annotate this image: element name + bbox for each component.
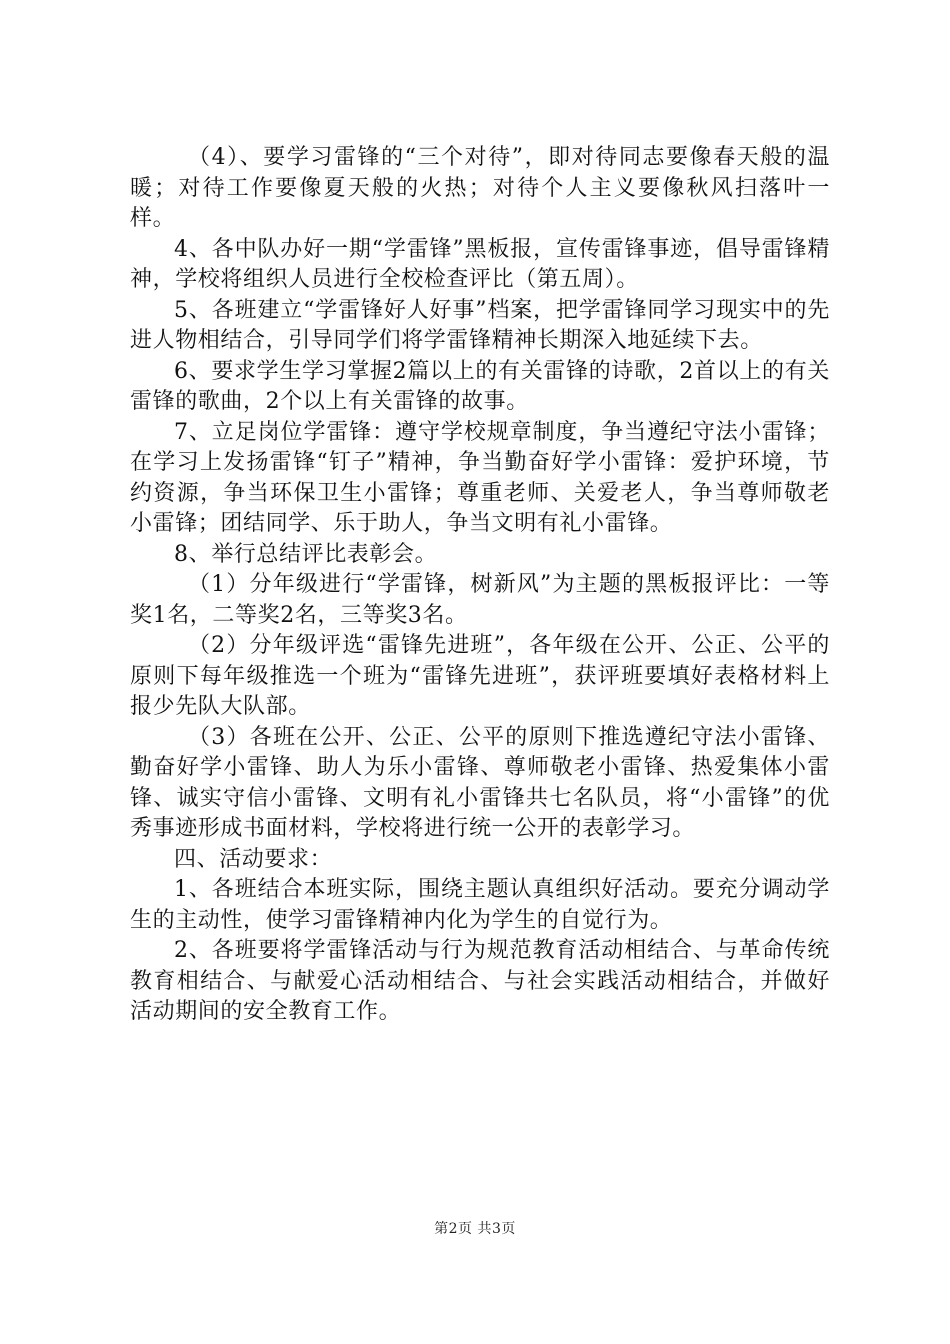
paragraph-subitem-2: （2）分年级评选“雷锋先进班”，各年级在公开、公正、公平的原则下每年级推选一个班为“雷锋先进班”，获评班要填好表格材料上报少先队大队部。 <box>130 633 830 719</box>
paragraph-requirement-2: 2、各班要将学雷锋活动与行为规范教育活动相结合、与革命传统教育相结合、与献爱心活动相结合、与社会实践活动相结合，并做好活动期间的安全教育工作。 <box>130 938 830 1024</box>
paragraph-subitem-3: （3）各班在公开、公正、公平的原则下推选遵纪守法小雷锋、勤奋好学小雷锋、助人为乐小雷锋、尊师敬老小雷锋、热爱集体小雷锋、诚实守信小雷锋、文明有礼小雷锋共七名队员，将“小雷锋”的优秀事迹形成书面材料，学校将进行统一公开的表彰学习。 <box>130 724 830 841</box>
page-number-footer: 第2页 共3页 <box>434 1221 516 1237</box>
paragraph-item-4: 4、各中队办好一期“学雷锋”黑板报，宣传雷锋事迹，倡导雷锋精神，学校将组织人员进行全校检查评比（第五周）。 <box>130 236 830 292</box>
document-body <box>130 143 830 1028</box>
paragraph-item-8: 8、举行总结评比表彰会。 <box>174 541 438 567</box>
paragraph-item-7: 7、立足岗位学雷锋：遵守学校规章制度，争当遵纪守法小雷锋；在学习上发扬雷锋“钉子”精神，争当勤奋好学小雷锋：爱护环境，节约资源，争当环保卫生小雷锋；尊重老师、关爱老人，争当尊师敬老小雷锋；团结同学、乐于助人，争当文明有礼小雷锋。 <box>130 419 830 536</box>
paragraph-requirement-1: 1、各班结合本班实际，围绕主题认真组织好活动。要充分调动学生的主动性，使学习雷锋精神内化为学生的自觉行为。 <box>130 877 830 933</box>
paragraph-item-6: 6、要求学生学习掌握2篇以上的有关雷锋的诗歌，2首以上的有关雷锋的歌曲，2个以上有关雷锋的故事。 <box>130 358 830 414</box>
paragraph-three-attitudes: （4）、要学习雷锋的“三个对待”，即对待同志要像春天般的温暖；对待工作要像夏天般的火热；对待个人主义要像秋风扫落叶一样。 <box>130 145 830 231</box>
section-heading-requirements: 四、活动要求： <box>174 846 333 872</box>
paragraph-subitem-1: （1）分年级进行“学雷锋，树新风”为主题的黑板报评比：一等奖1名，二等奖2名，三等奖3名。 <box>130 572 830 628</box>
paragraph-item-5: 5、各班建立“学雷锋好人好事”档案，把学雷锋同学习现实中的先进人物相结合，引导同学们将学雷锋精神长期深入地延续下去。 <box>130 297 830 353</box>
